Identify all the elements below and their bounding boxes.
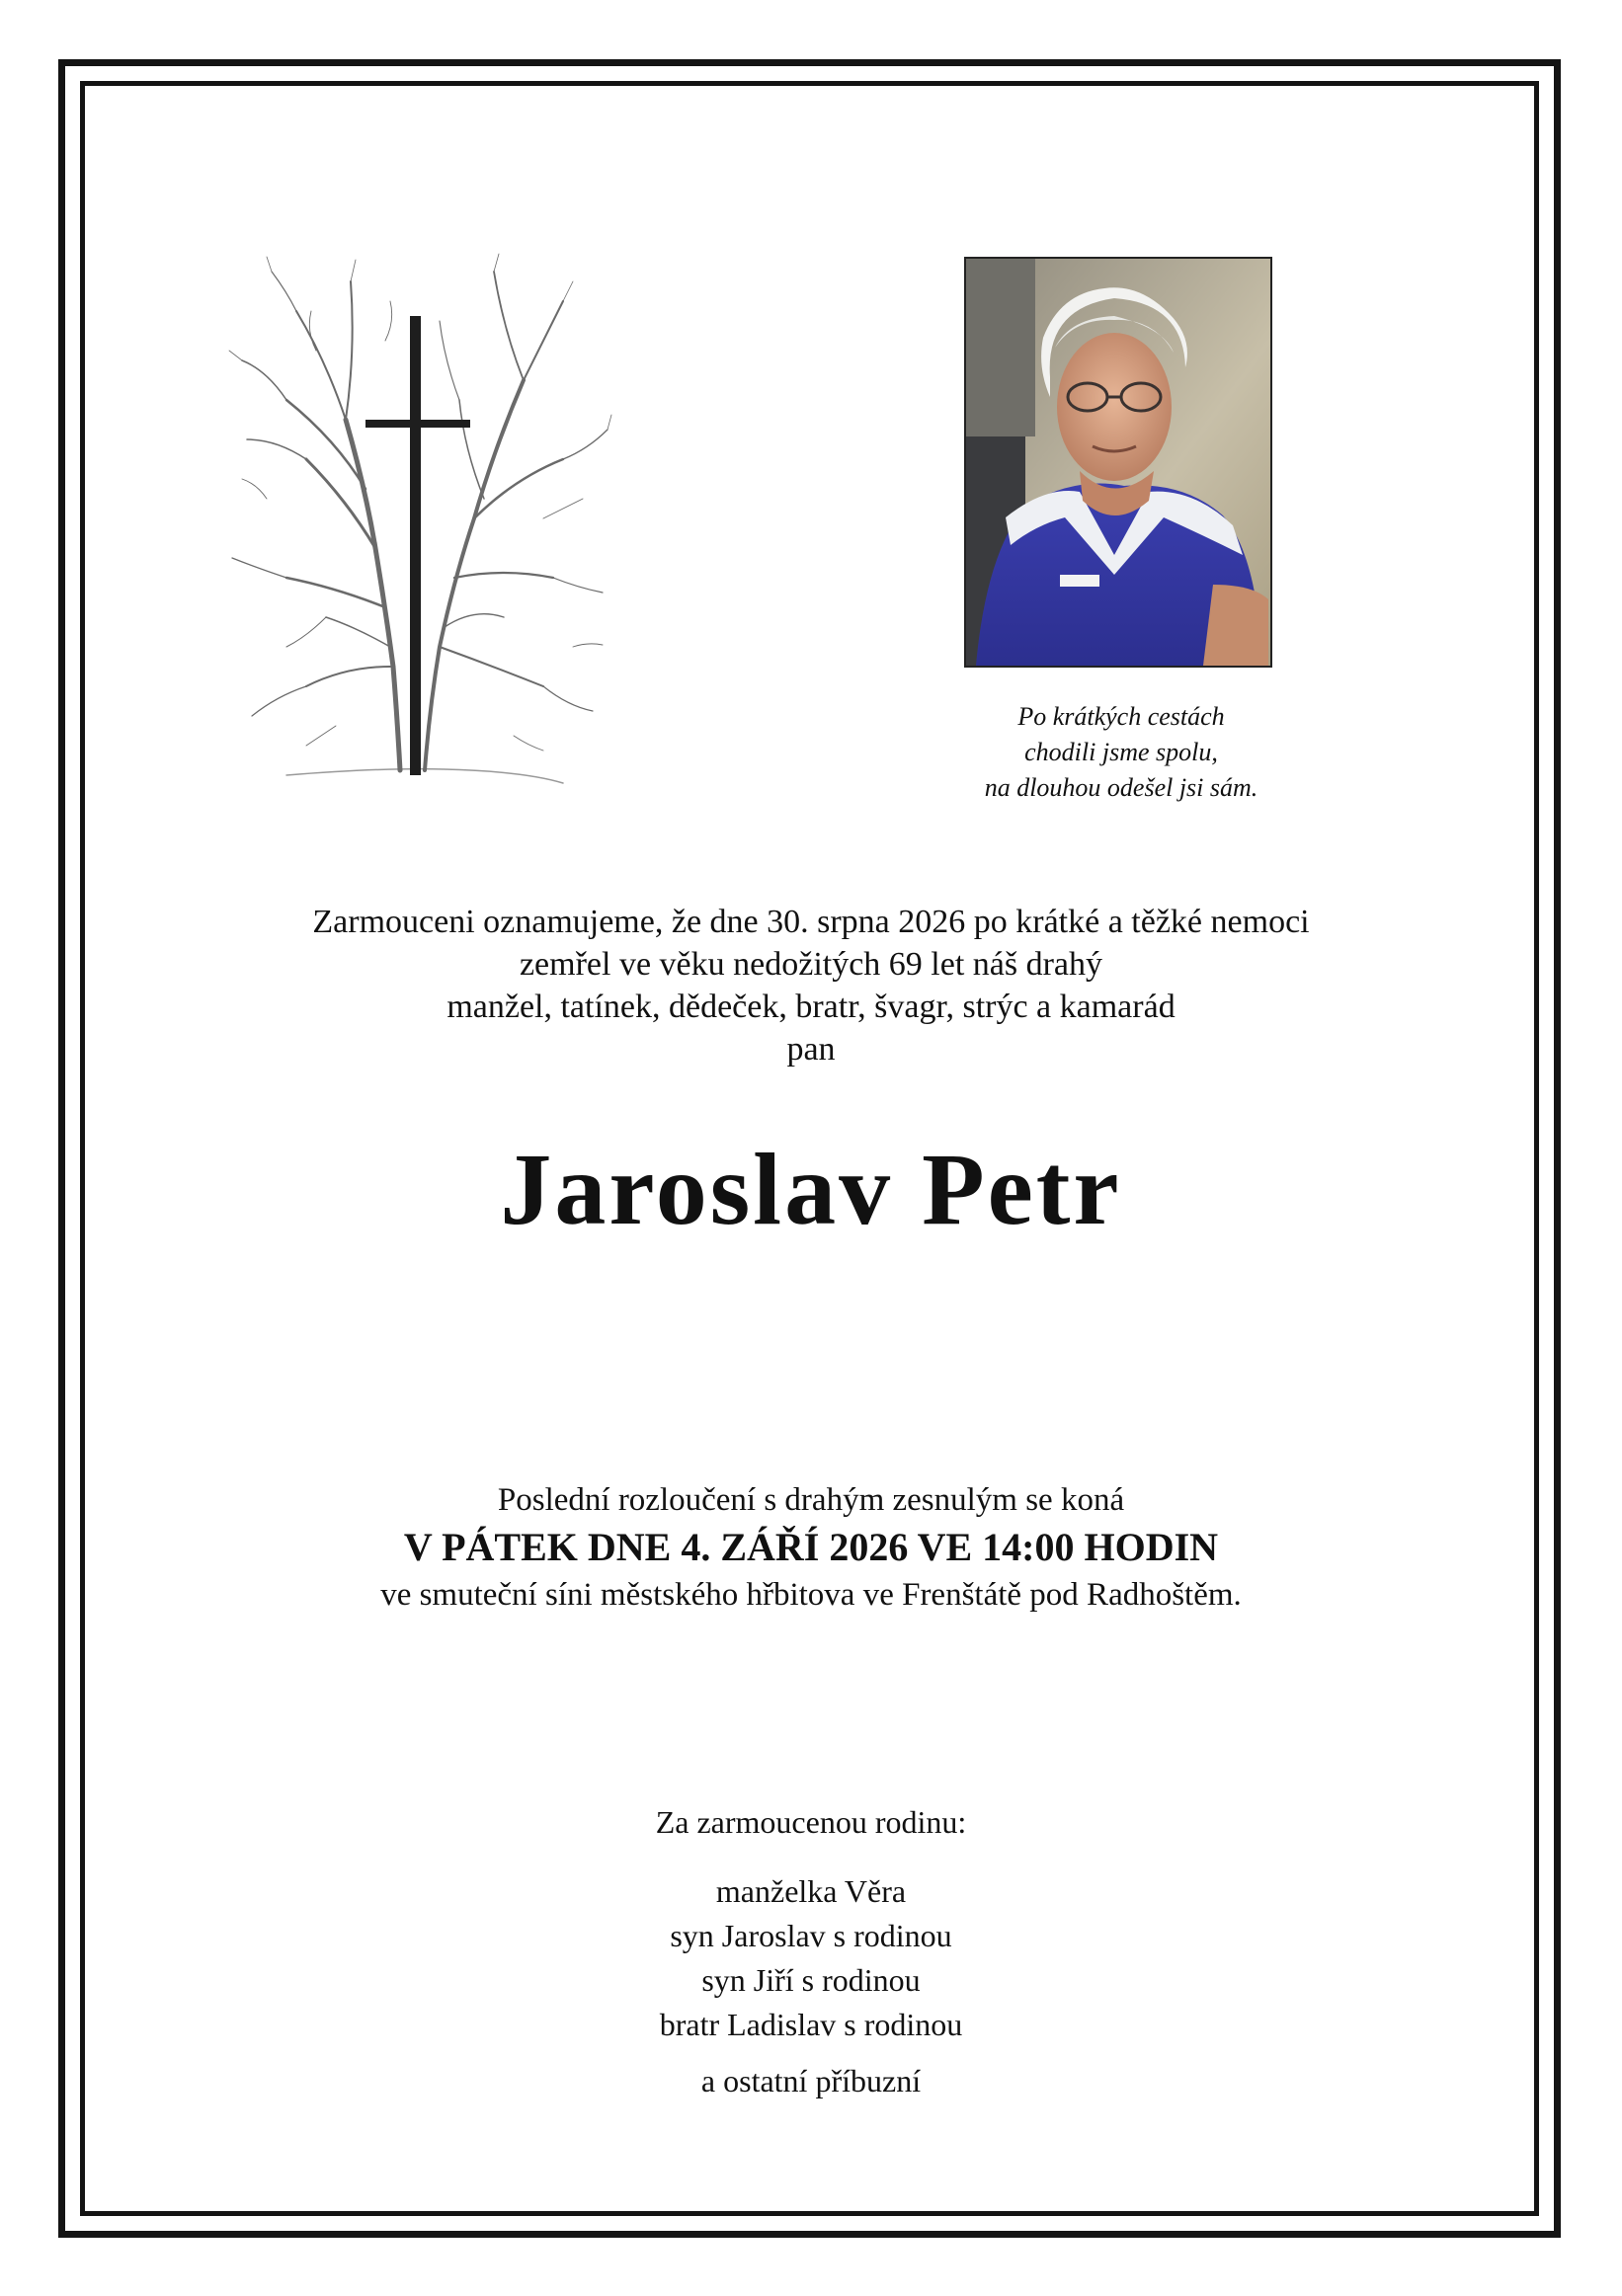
death-announcement (198, 901, 1424, 1070)
funeral-ceremony-info (148, 1478, 1474, 1617)
family-member: syn Jiří s rodinou (701, 1962, 921, 1998)
family-closing: a ostatní příbuzní (700, 2063, 922, 2098)
ceremony-intro: Poslední rozloučení s drahým zesnulým se koná (497, 1482, 1125, 1518)
family-member: syn Jaroslav s rodinou (670, 1918, 952, 1953)
memorial-quote (889, 699, 1353, 806)
announcement-line: zemřel ve věku nedožitých 69 let náš drahý (519, 946, 1103, 983)
ceremony-location: ve smuteční síni městského hřbitova ve Frenštátě pod Radhoštěm. (380, 1577, 1242, 1613)
quote-line: na dlouhou odešel jsi sám. (984, 773, 1258, 802)
deceased-name: Jaroslav Petr (500, 1133, 1122, 1246)
tree-cross-illustration (227, 252, 612, 800)
ceremony-date-time: V PÁTEK DNE 4. ZÁŘÍ 2026 VE 14:00 HODIN (403, 1525, 1219, 1569)
announcement-line: pan (786, 1031, 836, 1068)
portrait-photo (964, 257, 1272, 668)
quote-line: chodili jsme spolu, (1024, 738, 1218, 766)
announcement-line: manžel, tatínek, dědeček, bratr, švagr, strýc a kamarád (446, 989, 1176, 1025)
quote-line: Po krátkých cestách (1017, 702, 1225, 731)
family-member: manželka Věra (715, 1873, 907, 1909)
family-member: bratr Ladislav s rodinou (659, 2007, 963, 2042)
mourning-family (395, 1800, 1227, 2103)
announcement-line: Zarmouceni oznamujeme, že dne 30. srpna 2026 po krátké a těžké nemoci (312, 904, 1310, 940)
family-heading: Za zarmoucenou rodinu: (655, 1804, 967, 1840)
